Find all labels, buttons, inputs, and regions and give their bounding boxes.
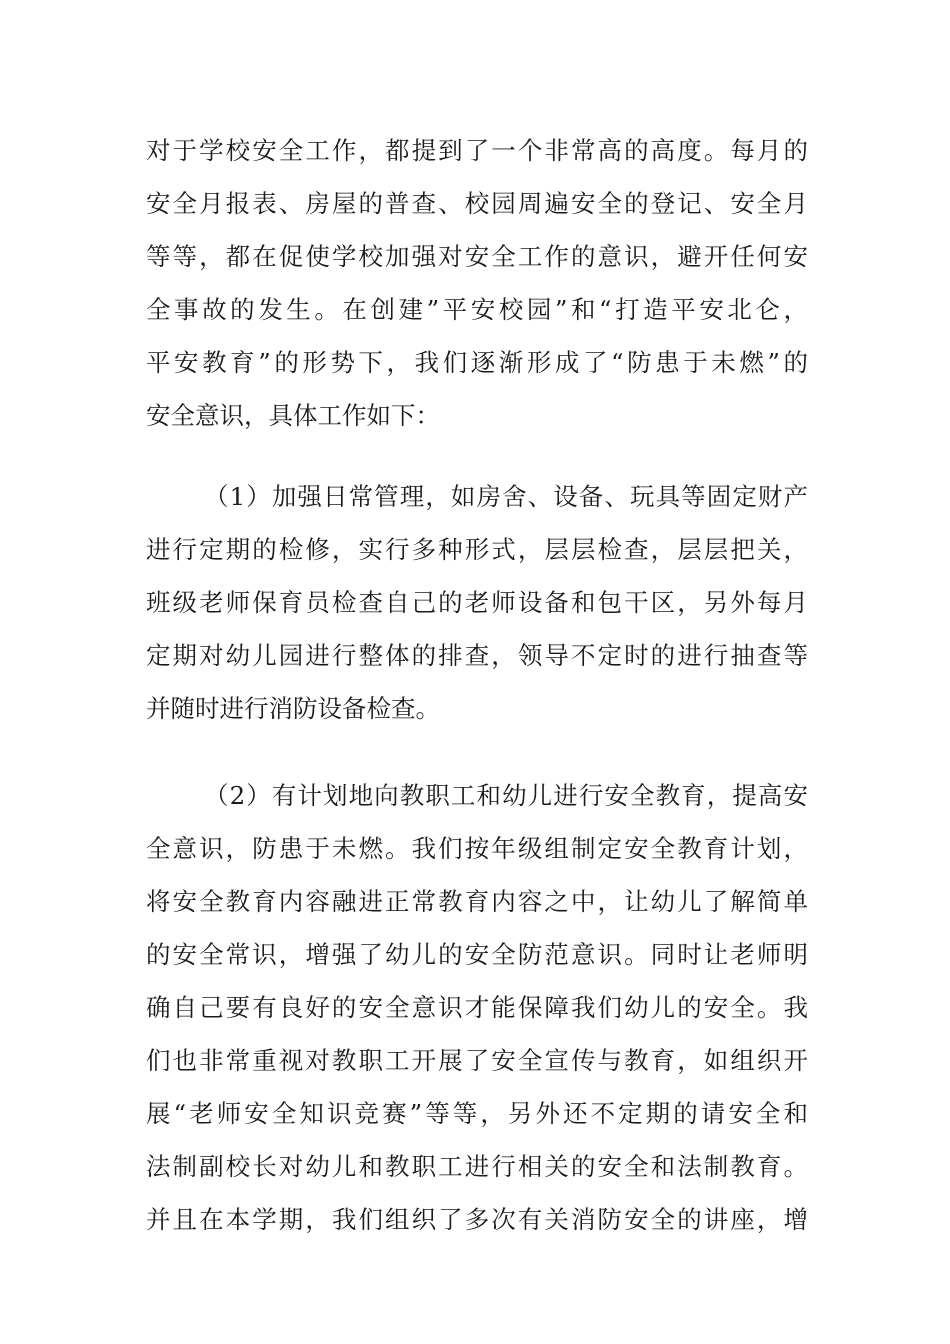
text-line: 等等，都在促使学校加强对安全工作的意识，避开任何安 [146, 242, 808, 271]
text-line: 全意识，防患于未燃。我们按年级组制定安全教育计划， [146, 834, 808, 863]
text-line: 展“老师安全知识竞赛”等等，另外还不定期的请安全和 [146, 1099, 808, 1128]
text-line: 的安全常识，增强了幼儿的安全防范意识。同时让老师明 [146, 940, 808, 969]
text-line: （1）加强日常管理，如房舍、设备、玩具等固定财产 [204, 482, 808, 511]
text-line: 班级老师保育员检查自己的老师设备和包干区，另外每月 [146, 588, 808, 617]
text-line: 确自己要有良好的安全意识才能保障我们幼儿的安全。我 [146, 993, 808, 1022]
text-line: 定期对幼儿园进行整体的排查，领导不定时的进行抽查等 [146, 641, 808, 670]
paragraph-item-2 [146, 769, 808, 1246]
text-line: 全事故的发生。在创建”平安校园”和“打造平安北仑， [146, 295, 808, 324]
paragraph-item-1 [146, 470, 808, 735]
text-line: 将安全教育内容融进正常教育内容之中，让幼儿了解简单 [146, 887, 808, 916]
paragraph-safety-intro [146, 124, 808, 442]
text-line: 并随时进行消防设备检查。 [146, 694, 440, 723]
text-line: 安全意识，具体工作如下： [146, 401, 440, 430]
text-line: 平安教育”的形势下，我们逐渐形成了“防患于未燃”的 [146, 348, 808, 377]
text-line: 法制副校长对幼儿和教职工进行相关的安全和法制教育。 [146, 1152, 808, 1181]
text-line: （2）有计划地向教职工和幼儿进行安全教育，提高安 [204, 781, 808, 810]
text-line: 进行定期的检修，实行多种形式，层层检查，层层把关， [146, 535, 808, 564]
text-line: 们也非常重视对教职工开展了安全宣传与教育，如组织开 [146, 1046, 808, 1075]
text-line: 对于学校安全工作，都提到了一个非常高的高度。每月的 [146, 136, 808, 165]
text-line: 安全月报表、房屋的普查、校园周遍安全的登记、安全月 [146, 189, 808, 218]
text-line: 并且在本学期，我们组织了多次有关消防安全的讲座，增 [146, 1205, 808, 1234]
